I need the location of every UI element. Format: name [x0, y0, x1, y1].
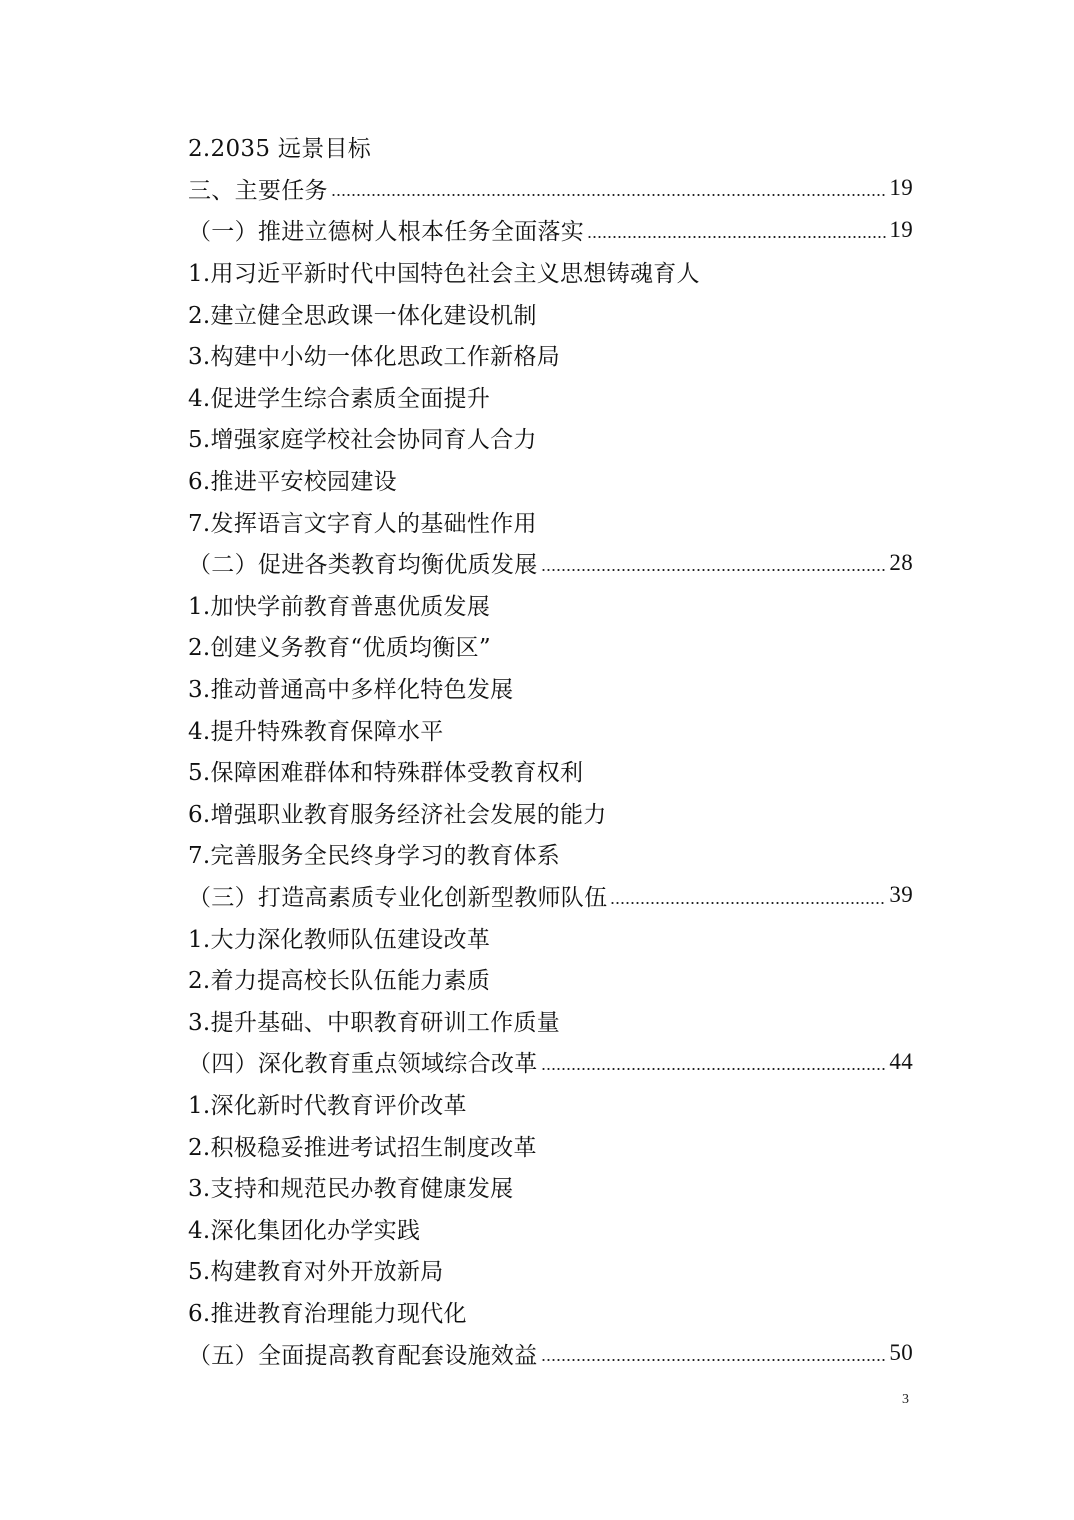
toc-entry: [188, 292, 913, 334]
toc-entry: [188, 916, 913, 958]
page-number: 3: [902, 1392, 909, 1407]
toc-entry: [188, 1041, 913, 1083]
toc-entry-page: 19: [889, 216, 913, 242]
toc-entry-page: 44: [889, 1048, 913, 1074]
toc-entry-label: 1.深化新时代教育评价改革: [188, 1092, 467, 1119]
toc-entry: [188, 958, 913, 1000]
toc-entry: [188, 459, 913, 501]
toc-entry: [188, 1332, 913, 1374]
toc-entry-label: （二）促进各类教育均衡优质发展: [188, 552, 538, 579]
toc-entry: [188, 667, 913, 709]
toc-entry-label: 4.提升特殊教育保障水平: [188, 718, 444, 745]
toc-entry: [188, 168, 913, 210]
toc-entry-label: 1.加快学前教育普惠优质发展: [188, 593, 491, 620]
toc-entry: [188, 625, 913, 667]
toc-entry: [188, 542, 913, 584]
toc-entry-label: 3.提升基础、中职教育研训工作质量: [188, 1009, 561, 1036]
toc-entry: [188, 1207, 913, 1249]
toc-entry-label: （四）深化教育重点领域综合改革: [188, 1051, 538, 1078]
toc-entry: [188, 1124, 913, 1166]
toc-entry-label: 2.创建义务教育“优质均衡区”: [188, 635, 491, 662]
toc-dot-leader: [541, 1339, 887, 1367]
toc-entry: [188, 417, 913, 459]
toc-entry-label: 2.2035 远景目标: [188, 136, 372, 163]
toc-entry-label: 6.推进平安校园建设: [188, 469, 397, 496]
toc-entry: [188, 708, 913, 750]
toc-entry: [188, 334, 913, 376]
toc-entry: [188, 126, 913, 168]
toc-entry-page: 19: [889, 175, 913, 201]
toc-entry: [188, 1083, 913, 1125]
toc-entry-label: （五）全面提高教育配套设施效益: [188, 1342, 538, 1369]
toc-entry-label: 7.发挥语言文字育人的基础性作用: [188, 510, 537, 537]
toc-dot-leader: [331, 175, 887, 203]
toc-entry: [188, 251, 913, 293]
toc-entry-label: （一）推进立德树人根本任务全面落实: [188, 219, 585, 246]
toc-entry-label: 4.促进学生综合素质全面提升: [188, 385, 491, 412]
toc-entry-label: 三、主要任务: [188, 177, 328, 204]
toc-entry: [188, 875, 913, 917]
toc-entry: [188, 792, 913, 834]
table-of-contents: [188, 126, 913, 1374]
toc-entry-label: 4.深化集团化办学实践: [188, 1217, 421, 1244]
toc-entry: [188, 833, 913, 875]
toc-entry-page: 28: [889, 549, 913, 575]
toc-dot-leader: [587, 216, 886, 244]
toc-entry-label: 5.构建教育对外开放新局: [188, 1259, 444, 1286]
toc-entry: [188, 500, 913, 542]
toc-dot-leader: [541, 549, 887, 577]
toc-entry: [188, 1166, 913, 1208]
toc-entry-label: 1.大力深化教师队伍建设改革: [188, 926, 491, 953]
toc-entry: [188, 1291, 913, 1333]
toc-entry-label: 3.构建中小幼一体化思政工作新格局: [188, 344, 561, 371]
toc-entry-page: 39: [889, 882, 913, 908]
toc-entry: [188, 376, 913, 418]
toc-entry: [188, 584, 913, 626]
toc-entry-label: 3.推动普通高中多样化特色发展: [188, 677, 514, 704]
toc-entry-label: 3.支持和规范民办教育健康发展: [188, 1176, 514, 1203]
toc-entry-label: （三）打造高素质专业化创新型教师队伍: [188, 884, 608, 911]
toc-entry-page: 50: [889, 1340, 913, 1366]
toc-entry: [188, 750, 913, 792]
toc-entry-label: 5.增强家庭学校社会协同育人合力: [188, 427, 537, 454]
toc-entry: [188, 1249, 913, 1291]
toc-dot-leader: [610, 882, 886, 910]
toc-entry-label: 7.完善服务全民终身学习的教育体系: [188, 843, 561, 870]
toc-entry: [188, 209, 913, 251]
toc-entry-label: 2.着力提高校长队伍能力素质: [188, 968, 491, 995]
toc-entry-label: 6.推进教育治理能力现代化: [188, 1300, 467, 1327]
toc-entry-label: 2.积极稳妥推进考试招生制度改革: [188, 1134, 537, 1161]
toc-entry-label: 5.保障困难群体和特殊群体受教育权利: [188, 760, 584, 787]
toc-dot-leader: [541, 1048, 887, 1076]
toc-entry: [188, 999, 913, 1041]
toc-entry-label: 1.用习近平新时代中国特色社会主义思想铸魂育人: [188, 261, 700, 288]
toc-entry-label: 6.增强职业教育服务经济社会发展的能力: [188, 801, 607, 828]
toc-entry-label: 2.建立健全思政课一体化建设机制: [188, 302, 537, 329]
